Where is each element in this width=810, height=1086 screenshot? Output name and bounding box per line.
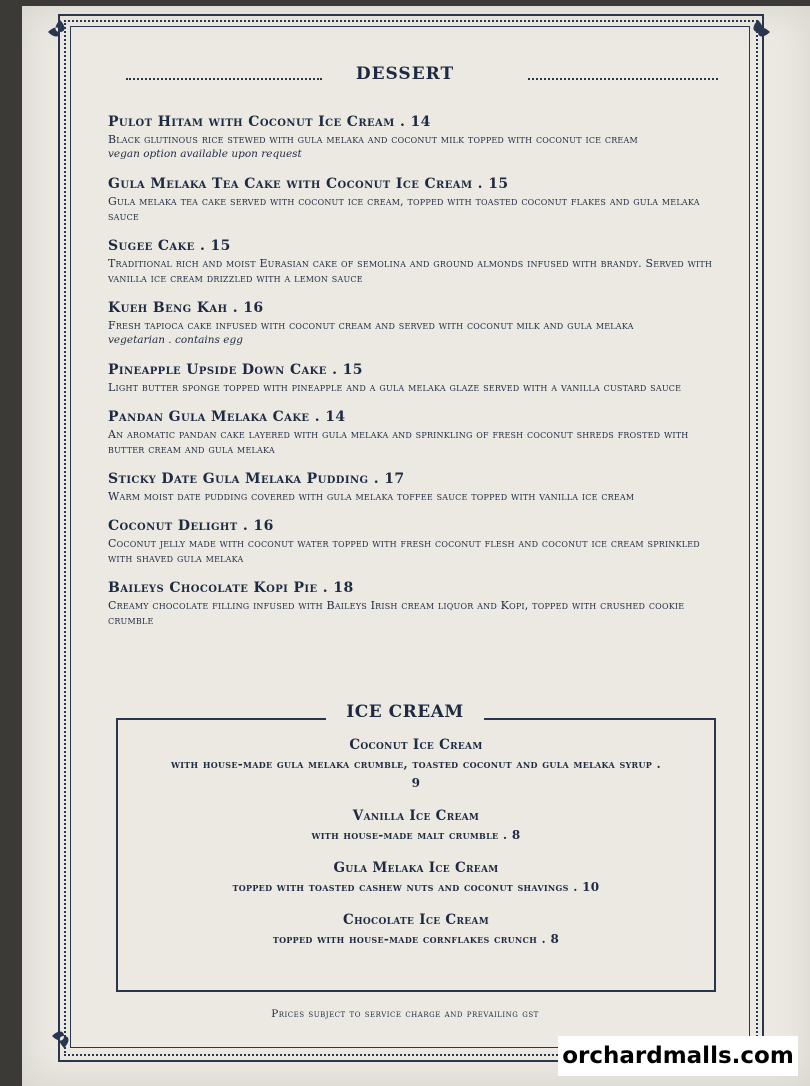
dessert-item-name: Gula Melaka Tea Cake with Coconut Ice Cream . 15	[108, 176, 509, 192]
dessert-item-name: Pulot Hitam with Coconut Ice Cream . 14	[108, 114, 431, 130]
ice-cream-item	[116, 859, 716, 897]
dessert-item	[108, 298, 728, 348]
dessert-item	[108, 407, 728, 457]
ornament-corner-top-left-icon	[46, 18, 74, 46]
dessert-item	[108, 360, 728, 395]
ice-cream-item-name: Coconut Ice Cream	[349, 737, 483, 753]
ice-cream-item-name: Gula Melaka Ice Cream	[333, 860, 499, 876]
dessert-item-desc: Coconut jelly made with coconut water topped with fresh coconut flesh and coconut ice cream sprinkled with shaved gula melaka	[108, 537, 700, 565]
ice-cream-item-name: Chocolate Ice Cream	[343, 912, 489, 928]
dessert-item	[108, 174, 728, 224]
dessert-item-desc: Black glutinous rice stewed with gula melaka and coconut milk topped with coconut ice cream	[108, 133, 638, 146]
dessert-item	[108, 516, 728, 566]
dessert-item-name: Coconut Delight . 16	[108, 518, 274, 534]
ice-cream-item-desc: topped with toasted cashew nuts and coconut shavings . 10	[232, 880, 600, 894]
ice-cream-title	[0, 702, 810, 722]
ice-cream-item	[116, 807, 716, 845]
dessert-item-name: Sticky Date Gula Melaka Pudding . 17	[108, 471, 405, 487]
dessert-item-name: Sugee Cake . 15	[108, 238, 231, 254]
title-dotted-rule-right	[528, 78, 718, 80]
ice-cream-item-name: Vanilla Ice Cream	[352, 808, 480, 824]
watermark: orchardmalls.com	[558, 1036, 798, 1076]
dessert-item-desc: Creamy chocolate filling infused with Baileys Irish cream liquor and Kopi, topped with crushed cookie crumble	[108, 599, 685, 627]
ornament-corner-bottom-left-icon	[50, 1022, 78, 1050]
dessert-item-name: Pineapple Upside Down Cake . 15	[108, 362, 363, 378]
dessert-item-note: vegetarian . contains egg	[108, 334, 243, 346]
ice-cream-item-desc: with house-made malt crumble . 8	[311, 828, 521, 842]
dessert-item-desc: Light butter sponge topped with pineapple and a gula melaka glaze served with a vanilla custard sauce	[108, 381, 682, 394]
menu-title: DESSERT	[355, 64, 455, 84]
dessert-item-desc: Warm moist date pudding covered with gula melaka toffee sauce topped with vanilla ice cream	[108, 490, 635, 503]
dessert-item	[108, 469, 728, 504]
ice-cream-item	[116, 911, 716, 949]
dessert-item-name: Baileys Chocolate Kopi Pie . 18	[108, 580, 354, 596]
ice-cream-list	[116, 736, 716, 963]
dessert-item-desc: Gula melaka tea cake served with coconut ice cream, topped with toasted coconut flakes and gula melaka sauce	[108, 195, 700, 223]
dessert-item-desc: An aromatic pandan cake layered with gula melaka and sprinkling of fresh coconut shreds frosted with butter cream and gula melaka	[108, 428, 689, 456]
ice-cream-title-text: ICE CREAM	[326, 702, 483, 722]
ice-cream-item-desc: with house-made gula melaka crumble, toasted coconut and gula melaka syrup . 9	[170, 757, 662, 790]
dessert-item-desc: Fresh tapioca cake infused with coconut cream and served with coconut milk and gula melaka	[108, 319, 634, 332]
dessert-list	[108, 112, 728, 640]
ornament-corner-top-right-icon	[744, 18, 772, 46]
dessert-item	[108, 236, 728, 286]
dessert-item-name: Kueh Beng Kah . 16	[108, 300, 264, 316]
dessert-item	[108, 578, 728, 628]
dessert-item-note: vegan option available upon request	[108, 148, 302, 160]
dessert-item-desc: Traditional rich and moist Eurasian cake of semolina and ground almonds infused with brandy. Served with vanilla ice cream drizzled with a lemon sauce	[108, 257, 713, 285]
dessert-item	[108, 112, 728, 162]
ice-cream-item-desc: topped with house-made cornflakes crunch . 8	[272, 932, 560, 946]
dessert-item-name: Pandan Gula Melaka Cake . 14	[108, 409, 346, 425]
price-footnote: Prices subject to service charge and prevailing gst	[271, 1008, 539, 1020]
ice-cream-item	[116, 736, 716, 793]
